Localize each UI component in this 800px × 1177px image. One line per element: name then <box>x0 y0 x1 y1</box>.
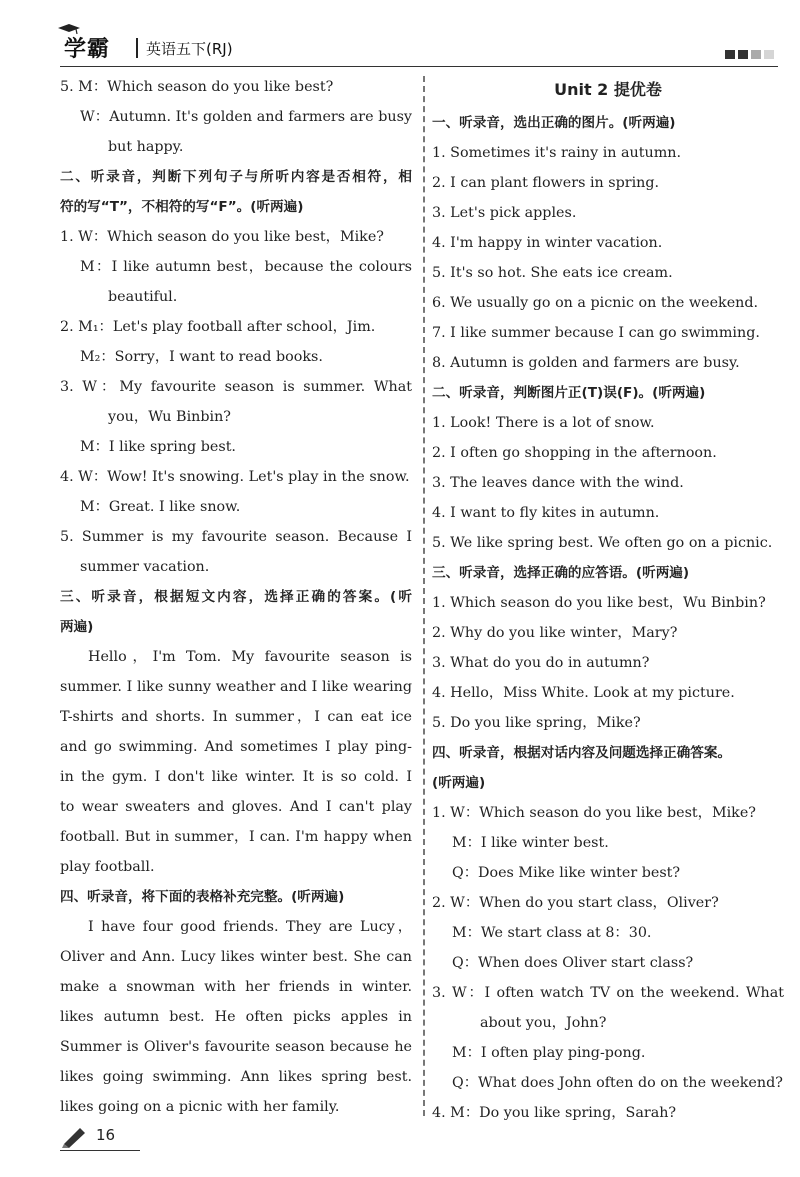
column-divider <box>423 76 425 1116</box>
text-line: 2. Why do you like winter，Mary? <box>432 625 678 641</box>
text-line: Q：Does Mike like winter best? <box>452 865 681 881</box>
text-line: 3. Let's pick apples. <box>432 205 577 221</box>
text-line: you，Wu Binbin? <box>108 409 231 425</box>
passage-line: I have four good friends. They are Lucy， <box>88 919 412 935</box>
unit-title: Unit 2 提优卷 <box>554 80 662 99</box>
passage-line: T-shirts and shorts. In summer，I can eat ice <box>60 709 412 725</box>
passage-line: play football. <box>60 859 155 875</box>
text-line: 5. Summer is my favourite season. Because I <box>60 529 412 545</box>
text-line: M：I like autumn best，because the colours <box>80 259 412 275</box>
text-line: 5. M：Which season do you like best? <box>60 79 334 95</box>
text-line: 7. I like summer because I can go swimming. <box>432 325 760 341</box>
header-separator <box>136 38 138 58</box>
page-footer <box>60 1122 150 1152</box>
passage-line: Hello，I'm Tom. My favourite season is <box>88 649 412 665</box>
text-line: 3. What do you do in autumn? <box>432 655 650 671</box>
pencil-icon <box>62 1126 88 1148</box>
text-line: 1. Which season do you like best，Wu Binbin? <box>432 595 766 611</box>
text-line: 3. W：My favourite season is summer. What <box>60 379 412 395</box>
text-line: 4. W：Wow! It's snowing. Let's play in the snow. <box>60 469 410 485</box>
text-line: 2. I can plant flowers in spring. <box>432 175 660 191</box>
section-heading: 二、听录音，判断图片正(T)误(F)。(听两遍) <box>432 385 706 401</box>
section-heading: 三、听录音，选择正确的应答语。(听两遍) <box>432 565 690 581</box>
text-line: 4. Hello，Miss White. Look at my picture. <box>432 685 735 701</box>
right-column <box>432 72 784 1128</box>
page-number: 16 <box>96 1126 116 1144</box>
text-line: Q：When does Oliver start class? <box>452 955 694 971</box>
text-line: 3. W：I often watch TV on the weekend. What <box>432 985 784 1001</box>
passage-line: likes autumn best. He often picks apples in <box>60 1009 412 1025</box>
text-line: 4. I'm happy in winter vacation. <box>432 235 663 251</box>
text-line: M：I often play ping-pong. <box>452 1045 646 1061</box>
passage-line: summer. I like sunny weather and I like wearing <box>60 679 412 695</box>
text-line: 5. Do you like spring，Mike? <box>432 715 641 731</box>
passage-line: in the gym. I don't like winter. It is so cold. I <box>60 769 412 785</box>
text-line: Q：What does John often do on the weekend? <box>452 1075 783 1091</box>
text-line: about you，John? <box>480 1015 607 1031</box>
passage-line: make a snowman with her friends in winter. <box>60 979 412 995</box>
section-heading: 三、听录音，根据短文内容，选择正确的答案。(听 <box>60 589 412 605</box>
section-heading: 两遍) <box>60 619 94 635</box>
book-title: 英语五下(RJ) <box>146 40 233 58</box>
text-line: 1. W：Which season do you like best，Mike? <box>432 805 756 821</box>
passage-line: Summer is Oliver's favourite season because he <box>60 1039 412 1055</box>
text-line: 5. It's so hot. She eats ice cream. <box>432 265 673 281</box>
footer-rule <box>60 1150 140 1151</box>
passage-line: Oliver and Ann. Lucy likes winter best. She can <box>60 949 412 965</box>
text-line: 4. I want to fly kites in autumn. <box>432 505 660 521</box>
text-line: 2. I often go shopping in the afternoon. <box>432 445 717 461</box>
header-rule <box>60 66 778 67</box>
section-heading: (听两遍) <box>432 775 486 791</box>
text-line: W：Autumn. It's golden and farmers are busy <box>80 109 412 125</box>
text-line: 1. W：Which season do you like best，Mike? <box>60 229 384 245</box>
text-line: 1. Sometimes it's rainy in autumn. <box>432 145 682 161</box>
passage-line: to wear sweaters and gloves. And I can't play <box>60 799 412 815</box>
text-line: 3. The leaves dance with the wind. <box>432 475 684 491</box>
passage-line: likes going swimming. Ann likes spring best. <box>60 1069 412 1085</box>
passage-line: and go swimming. And sometimes I play ping- <box>60 739 412 755</box>
text-line: 2. W：When do you start class，Oliver? <box>432 895 719 911</box>
text-line: M：I like spring best. <box>80 439 236 455</box>
text-line: 2. M₁：Let's play football after school，Jim. <box>60 319 376 335</box>
section-heading: 四、听录音，将下面的表格补充完整。(听两遍) <box>60 889 345 905</box>
brand-logo: 学霸 <box>64 37 111 62</box>
text-line: beautiful. <box>108 289 178 305</box>
text-line: M：I like winter best. <box>452 835 609 851</box>
text-line: 8. Autumn is golden and farmers are busy. <box>432 355 740 371</box>
text-line: M：Great. I like snow. <box>80 499 241 515</box>
section-heading: 四、听录音，根据对话内容及问题选择正确答案。 <box>432 745 732 761</box>
text-line: but happy. <box>108 139 184 155</box>
text-line: 5. We like spring best. We often go on a picnic. <box>432 535 773 551</box>
text-line: M：We start class at 8：30. <box>452 925 652 941</box>
section-heading: 二、听录音，判断下列句子与所听内容是否相符，相 <box>60 169 412 185</box>
section-heading: 符的写“T”，不相符的写“F”。(听两遍) <box>60 199 304 215</box>
passage-line: football. But in summer，I can. I'm happy when <box>60 829 412 845</box>
section-heading: 一、听录音，选出正确的图片。(听两遍) <box>432 115 676 131</box>
text-line: M₂：Sorry，I want to read books. <box>80 349 323 365</box>
text-line: 1. Look! There is a lot of snow. <box>432 415 655 431</box>
text-line: 4. M：Do you like spring，Sarah? <box>432 1105 677 1121</box>
text-line: 6. We usually go on a picnic on the weekend. <box>432 295 759 311</box>
page-header <box>60 24 778 68</box>
left-column <box>60 72 412 1122</box>
text-line: summer vacation. <box>80 559 210 575</box>
passage-line: likes going on a picnic with her family. <box>60 1099 340 1115</box>
header-decoration <box>725 50 774 59</box>
